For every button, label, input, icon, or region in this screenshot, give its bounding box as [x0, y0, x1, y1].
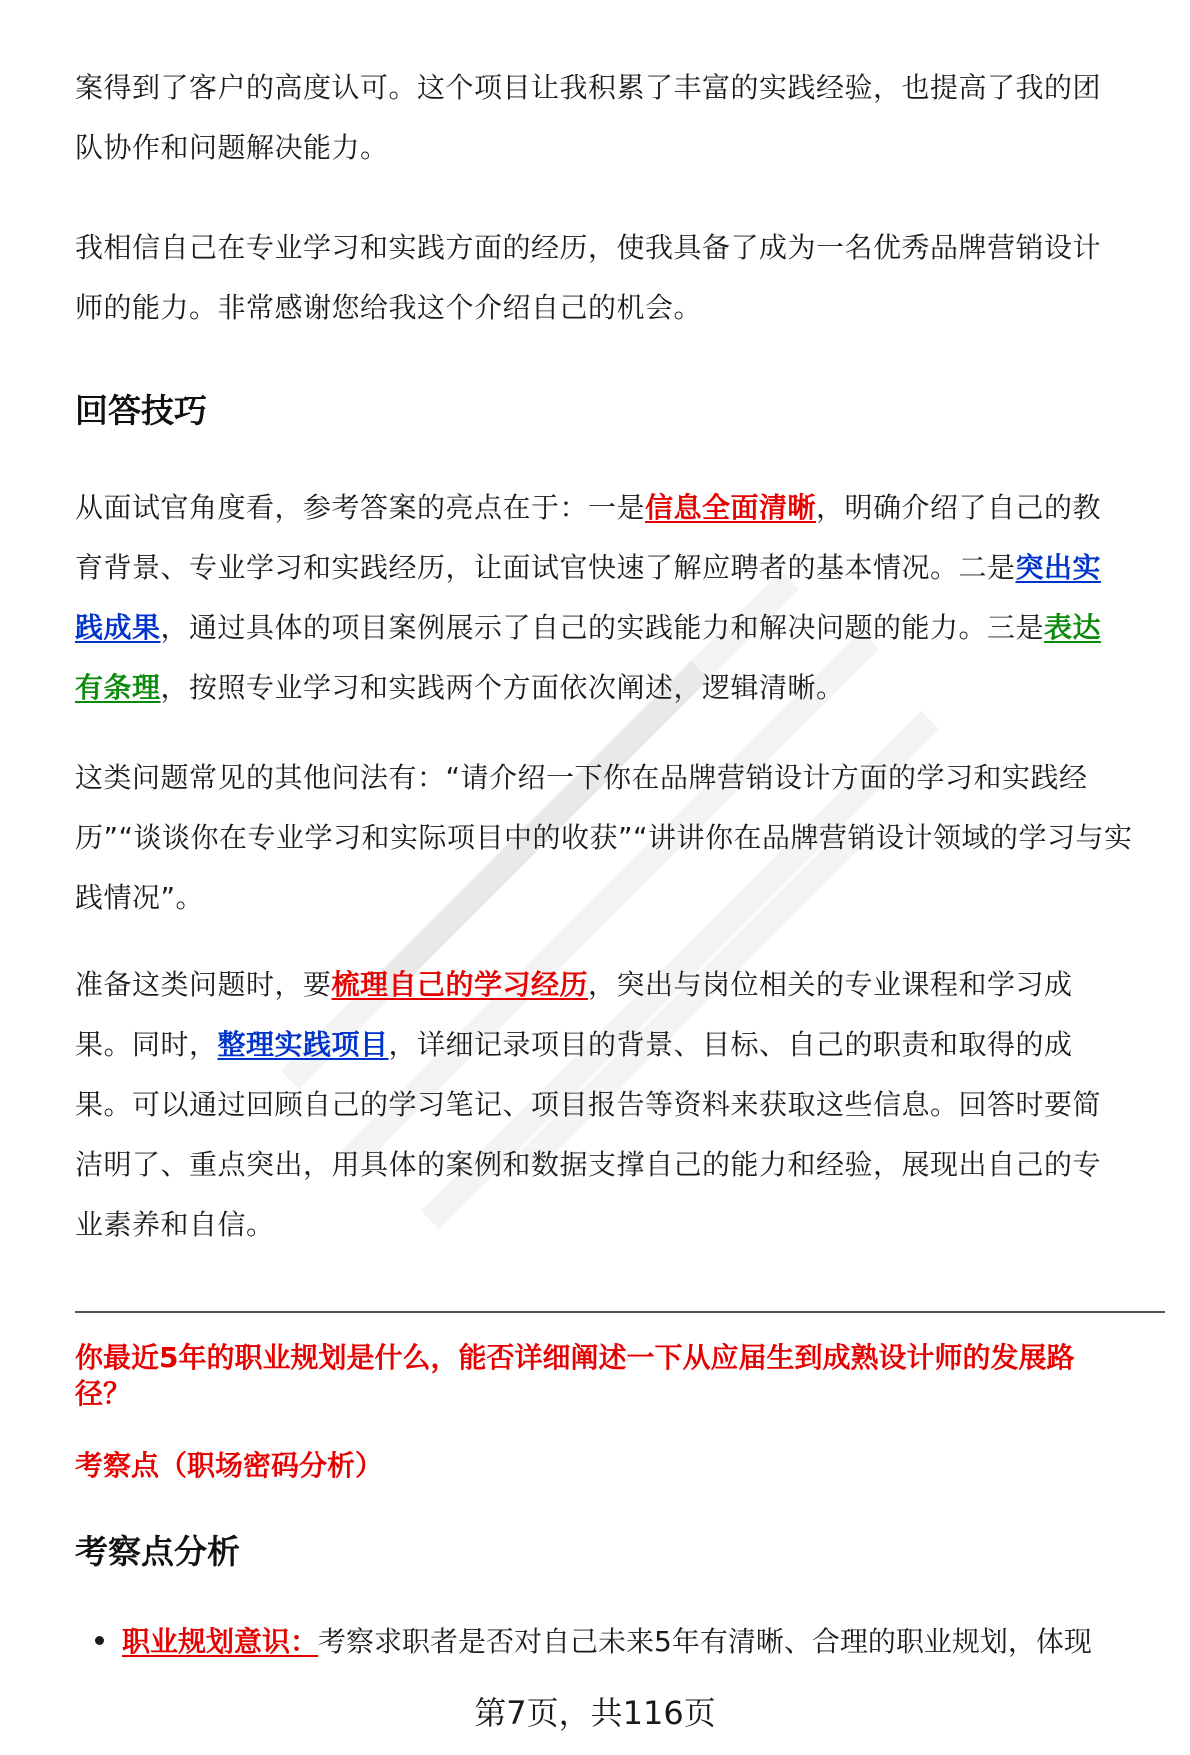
question-line: 径？	[75, 1377, 132, 1410]
list-item	[95, 1622, 1165, 1662]
text-segment: ，详细记录项目的背景、目标、自己的职责和取得的成	[388, 1028, 1073, 1061]
text-line: 师的能力。非常感谢您给我这个介绍自己的机会。	[75, 291, 703, 324]
section-divider	[75, 1311, 1165, 1313]
highlight-practice-results: 践成果	[75, 611, 161, 644]
text-segment: ，突出与岗位相关的专业课程和学习成	[588, 968, 1073, 1001]
text-segment: ，通过具体的项目案例展示了自己的实践能力和解决问题的能力。三是	[160, 611, 1045, 644]
text-segment: ，明确介绍了自己的教	[816, 491, 1102, 524]
page-number: 第7页，共116页	[474, 1694, 716, 1732]
highlight-info-clear: 信息全面清晰	[645, 491, 817, 524]
heading-exam-analysis: 考察点分析	[75, 1532, 240, 1571]
question-line: 你最近5年的职业规划是什么，能否详细阐述一下从应届生到成熟设计师的发展路	[75, 1341, 1075, 1374]
bullet-text: 考察求职者是否对自己未来5年有清晰、合理的职业规划，体现	[318, 1625, 1092, 1658]
exam-point-label: 考察点（职场密码分析）	[75, 1449, 384, 1482]
text-line: 我相信自己在专业学习和实践方面的经历，使我具备了成为一名优秀品牌营销设计	[75, 231, 1102, 264]
highlight-study-history: 梳理自己的学习经历	[331, 968, 589, 1001]
highlight-practice-projects: 整理实践项目	[217, 1028, 389, 1061]
text-line: 历”“谈谈你在专业学习和实际项目中的收获”“讲讲你在品牌营销设计领域的学习与实	[75, 821, 1133, 854]
text-line: 践情况”。	[75, 881, 205, 914]
text-line	[75, 478, 1165, 538]
question-block	[75, 1340, 1165, 1412]
text-segment: ，按照专业学习和实践两个方面依次阐述，逻辑清晰。	[160, 671, 845, 704]
heading-answer-tips: 回答技巧	[75, 391, 207, 430]
text-line	[75, 538, 1165, 598]
text-line: 果。可以通过回顾自己的学习笔记、项目报告等资料来获取这些信息。回答时要简	[75, 1088, 1102, 1121]
text-segment: 育背景、专业学习和实践经历，让面试官快速了解应聘者的基本情况。二是	[75, 551, 1016, 584]
highlight-practice-results: 突出实	[1015, 551, 1102, 584]
text-line: 业素养和自信。	[75, 1208, 275, 1241]
text-line: 洁明了、重点突出，用具体的案例和数据支撑自己的能力和经验，展现出自己的专	[75, 1148, 1102, 1181]
text-line: 这类问题常见的其他问法有：“请介绍一下你在品牌营销设计方面的学习和实践经	[75, 761, 1088, 794]
highlight-well-organized: 有条理	[75, 671, 161, 704]
exam-point-label-block	[75, 1444, 1165, 1484]
text-line	[75, 598, 1165, 658]
section-heading-answer-tips	[75, 385, 1165, 432]
bullet-label: 职业规划意识：	[122, 1625, 319, 1658]
text-line: 案得到了客户的高度认可。这个项目让我积累了丰富的实践经验，也提高了我的团	[75, 71, 1102, 104]
paragraph-closing-statement	[75, 218, 1165, 338]
paragraph-project-summary	[75, 58, 1165, 178]
bullet-icon	[95, 1636, 104, 1645]
text-segment: 准备这类问题时，要	[75, 968, 332, 1001]
text-segment: 从面试官角度看，参考答案的亮点在于：一是	[75, 491, 646, 524]
text-line	[75, 1015, 1165, 1075]
text-line: 队协作和问题解决能力。	[75, 131, 389, 164]
paragraph-other-phrasings	[75, 748, 1165, 928]
paragraph-preparation	[75, 955, 1165, 1255]
highlight-well-organized: 表达	[1044, 611, 1102, 644]
paragraph-highlights	[75, 478, 1165, 718]
text-segment: 果。同时，	[75, 1028, 218, 1061]
section-heading-exam-analysis	[75, 1526, 1165, 1573]
text-line	[75, 658, 1165, 718]
text-line	[75, 955, 1165, 1015]
